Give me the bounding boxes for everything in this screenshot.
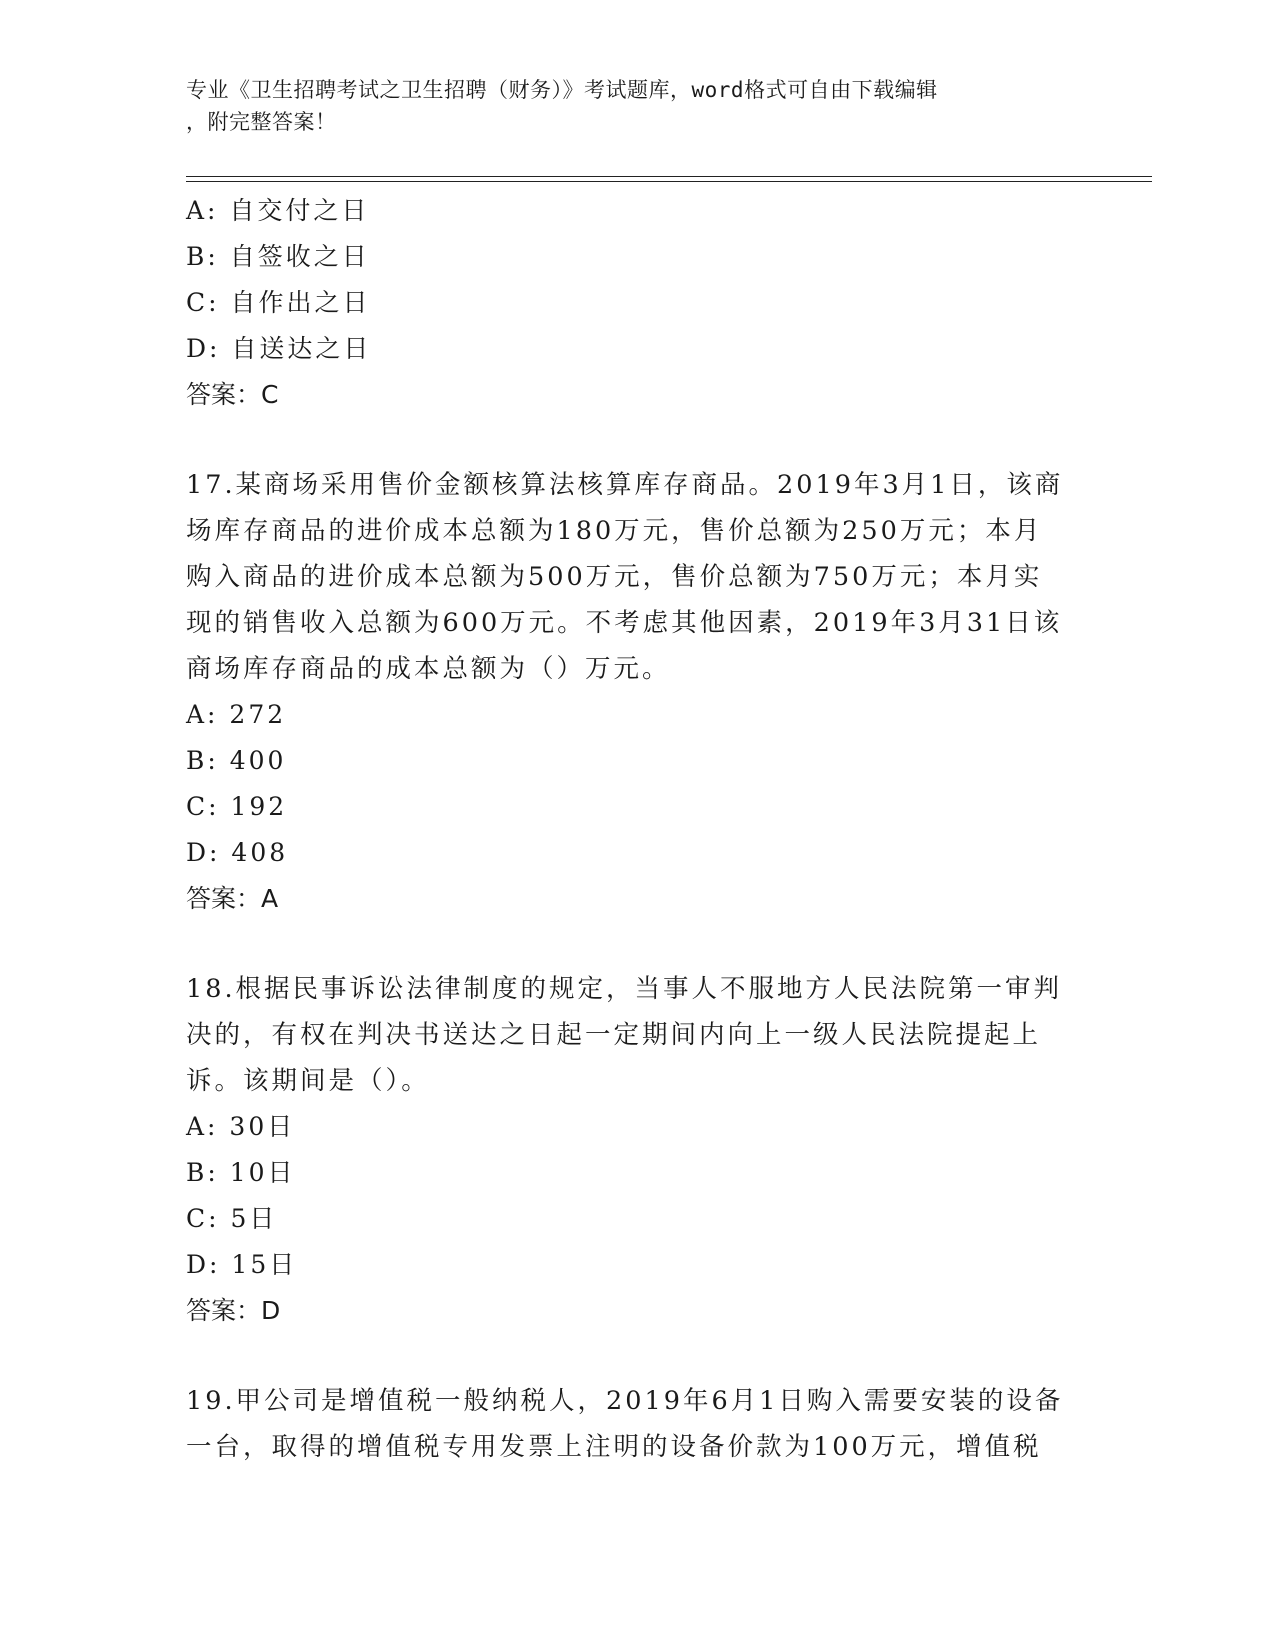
question-18 (186, 966, 1086, 1334)
header-line-2: ，附完整答案！ (186, 110, 337, 134)
question-text-line: 场库存商品的进价成本总额为180万元，售价总额为250万元；本月 (186, 516, 1043, 546)
option-a: A: 272 (186, 700, 287, 729)
option-d: D: 15日 (186, 1250, 298, 1279)
option-b: B: 10日 (186, 1158, 296, 1187)
option-c: C: 自作出之日 (186, 288, 371, 317)
question-17 (186, 462, 1086, 922)
header-divider-top (186, 176, 1152, 177)
answer: 答案：A (186, 884, 279, 913)
question-text-line: 诉。该期间是（）。 (186, 1066, 430, 1096)
option-a: A: 自交付之日 (186, 196, 370, 225)
answer: 答案：C (186, 380, 279, 409)
option-a: A: 30日 (186, 1112, 296, 1141)
question-19 (186, 1378, 1086, 1470)
question-text-line: 商场库存商品的成本总额为（）万元。 (186, 654, 671, 684)
option-b: B: 400 (186, 746, 287, 775)
option-b: B: 自签收之日 (186, 242, 370, 271)
option-c: C: 192 (186, 792, 288, 821)
header-divider-bottom (186, 181, 1152, 182)
option-d: D: 自送达之日 (186, 334, 372, 363)
question-text-line: 17.某商场采用售价金额核算法核算库存商品。2019年3月1日，该商 (186, 470, 1064, 500)
header-line-1: 专业《卫生招聘考试之卫生招聘（财务）》考试题库，word格式可自由下载编辑 (186, 78, 938, 102)
answer: 答案：D (186, 1296, 281, 1325)
option-c: C: 5日 (186, 1204, 278, 1233)
question-text-line: 购入商品的进价成本总额为500万元，售价总额为750万元；本月实 (186, 562, 1043, 592)
question-text-line: 18.根据民事诉讼法律制度的规定，当事人不服地方人民法院第一审判 (186, 974, 1063, 1004)
question-text-line: 一台，取得的增值税专用发票上注明的设备价款为100万元，增值税 (186, 1432, 1042, 1462)
question-text-line: 决的，有权在判决书送达之日起一定期间内向上一级人民法院提起上 (186, 1020, 1042, 1050)
question-16-fragment (186, 188, 1086, 418)
document-body (186, 188, 1086, 1470)
question-text-line: 19.甲公司是增值税一般纳税人，2019年6月1日购入需要安装的设备 (186, 1386, 1064, 1416)
option-d: D: 408 (186, 838, 289, 867)
question-text-line: 现的销售收入总额为600万元。不考虑其他因素，2019年3月31日该 (186, 608, 1063, 638)
document-header (186, 74, 1086, 138)
